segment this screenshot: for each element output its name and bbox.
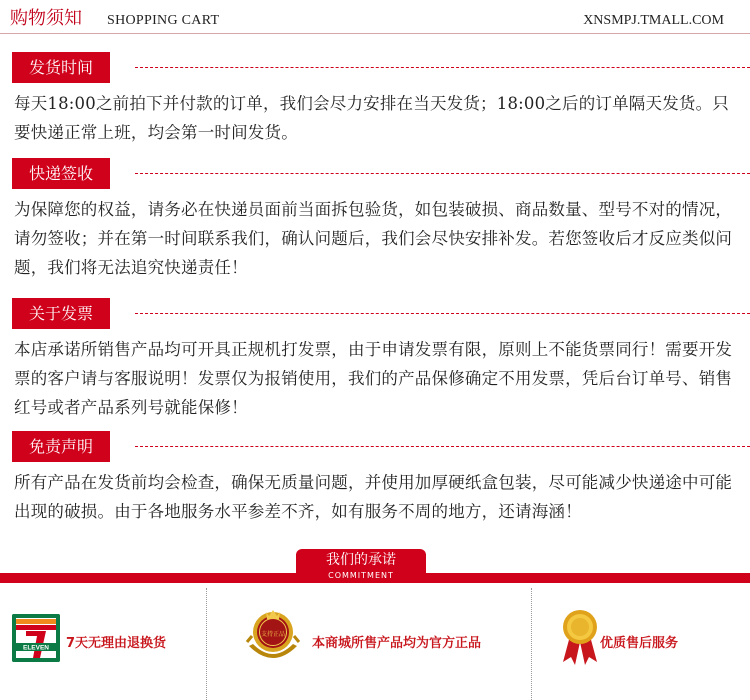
- seven-eleven-label: ELEVEN: [22, 644, 50, 652]
- section-label: 快递签收: [12, 158, 110, 189]
- section-dashed-line: [135, 173, 750, 174]
- promise-title: 我们的承诺: [326, 552, 396, 568]
- guarantee-text: 本商城所售产品均为官方正品: [312, 636, 482, 651]
- guarantee-text: 7天无理由退换货: [66, 636, 167, 651]
- store-url[interactable]: XNSMPJ.TMALL.COM: [583, 13, 724, 28]
- medal-label: 支持正品: [260, 631, 286, 638]
- guarantee-strip: [0, 588, 750, 700]
- section-label: 关于发票: [12, 298, 110, 329]
- section-text: 每天18:00之前拍下并付款的订单，我们会尽力安排在当天发货；18:00之后的订单隔天发货。只要快递正常上班，均会第一时间发货。: [14, 94, 730, 142]
- promise-tab: [296, 549, 426, 583]
- section-label: 发货时间: [12, 52, 110, 83]
- section-heading: [12, 431, 750, 462]
- section-label: 免责声明: [12, 431, 110, 462]
- award-ribbon-icon: [560, 608, 600, 668]
- guarantee-genuine: [207, 588, 531, 700]
- section-text: 所有产品在发货前均会检查，确保无质量问题，并使用加厚硬纸盒包装，尽可能减少快递途中可能出现的破损。由于各地服务水平参差不齐，如有服务不周的地方，还请海涵！: [14, 473, 733, 521]
- section-dashed-line: [135, 446, 750, 447]
- seven-eleven-icon: [12, 614, 60, 662]
- header-divider: [0, 33, 750, 34]
- section-heading: [12, 298, 750, 329]
- section-text: 本店承诺所销售产品均可开具正规机打发票，由于申请发票有限，原则上不能货票同行！需要开发票的客户请与客服说明！发票仅为报销使用，我们的产品保修确定不用发票，凭后台订单号、销售红号或者产品系列号就能保修！: [14, 340, 733, 417]
- guarantee-service: [532, 588, 750, 700]
- page-subtitle: SHOPPING CART: [107, 13, 220, 28]
- guarantee-text: 优质售后服务: [600, 636, 679, 651]
- section-dashed-line: [135, 67, 750, 68]
- guarantee-return: [0, 588, 206, 700]
- section-heading: [12, 52, 750, 83]
- section-dashed-line: [135, 313, 750, 314]
- section-heading: [12, 158, 750, 189]
- page-title: 购物须知: [10, 8, 82, 29]
- section-text: 为保障您的权益，请务必在快递员面前当面拆包验货，如包装破损、商品数量、型号不对的情况，请勿签收；并在第一时间联系我们，确认问题后，我们会尽快安排补发。若您签收后才反应类似问题，我们将无法追究快递责任！: [14, 200, 733, 277]
- gold-medal-icon: [244, 606, 302, 668]
- page-header: [0, 0, 750, 34]
- promise-subtitle: COMMITMENT: [328, 571, 394, 580]
